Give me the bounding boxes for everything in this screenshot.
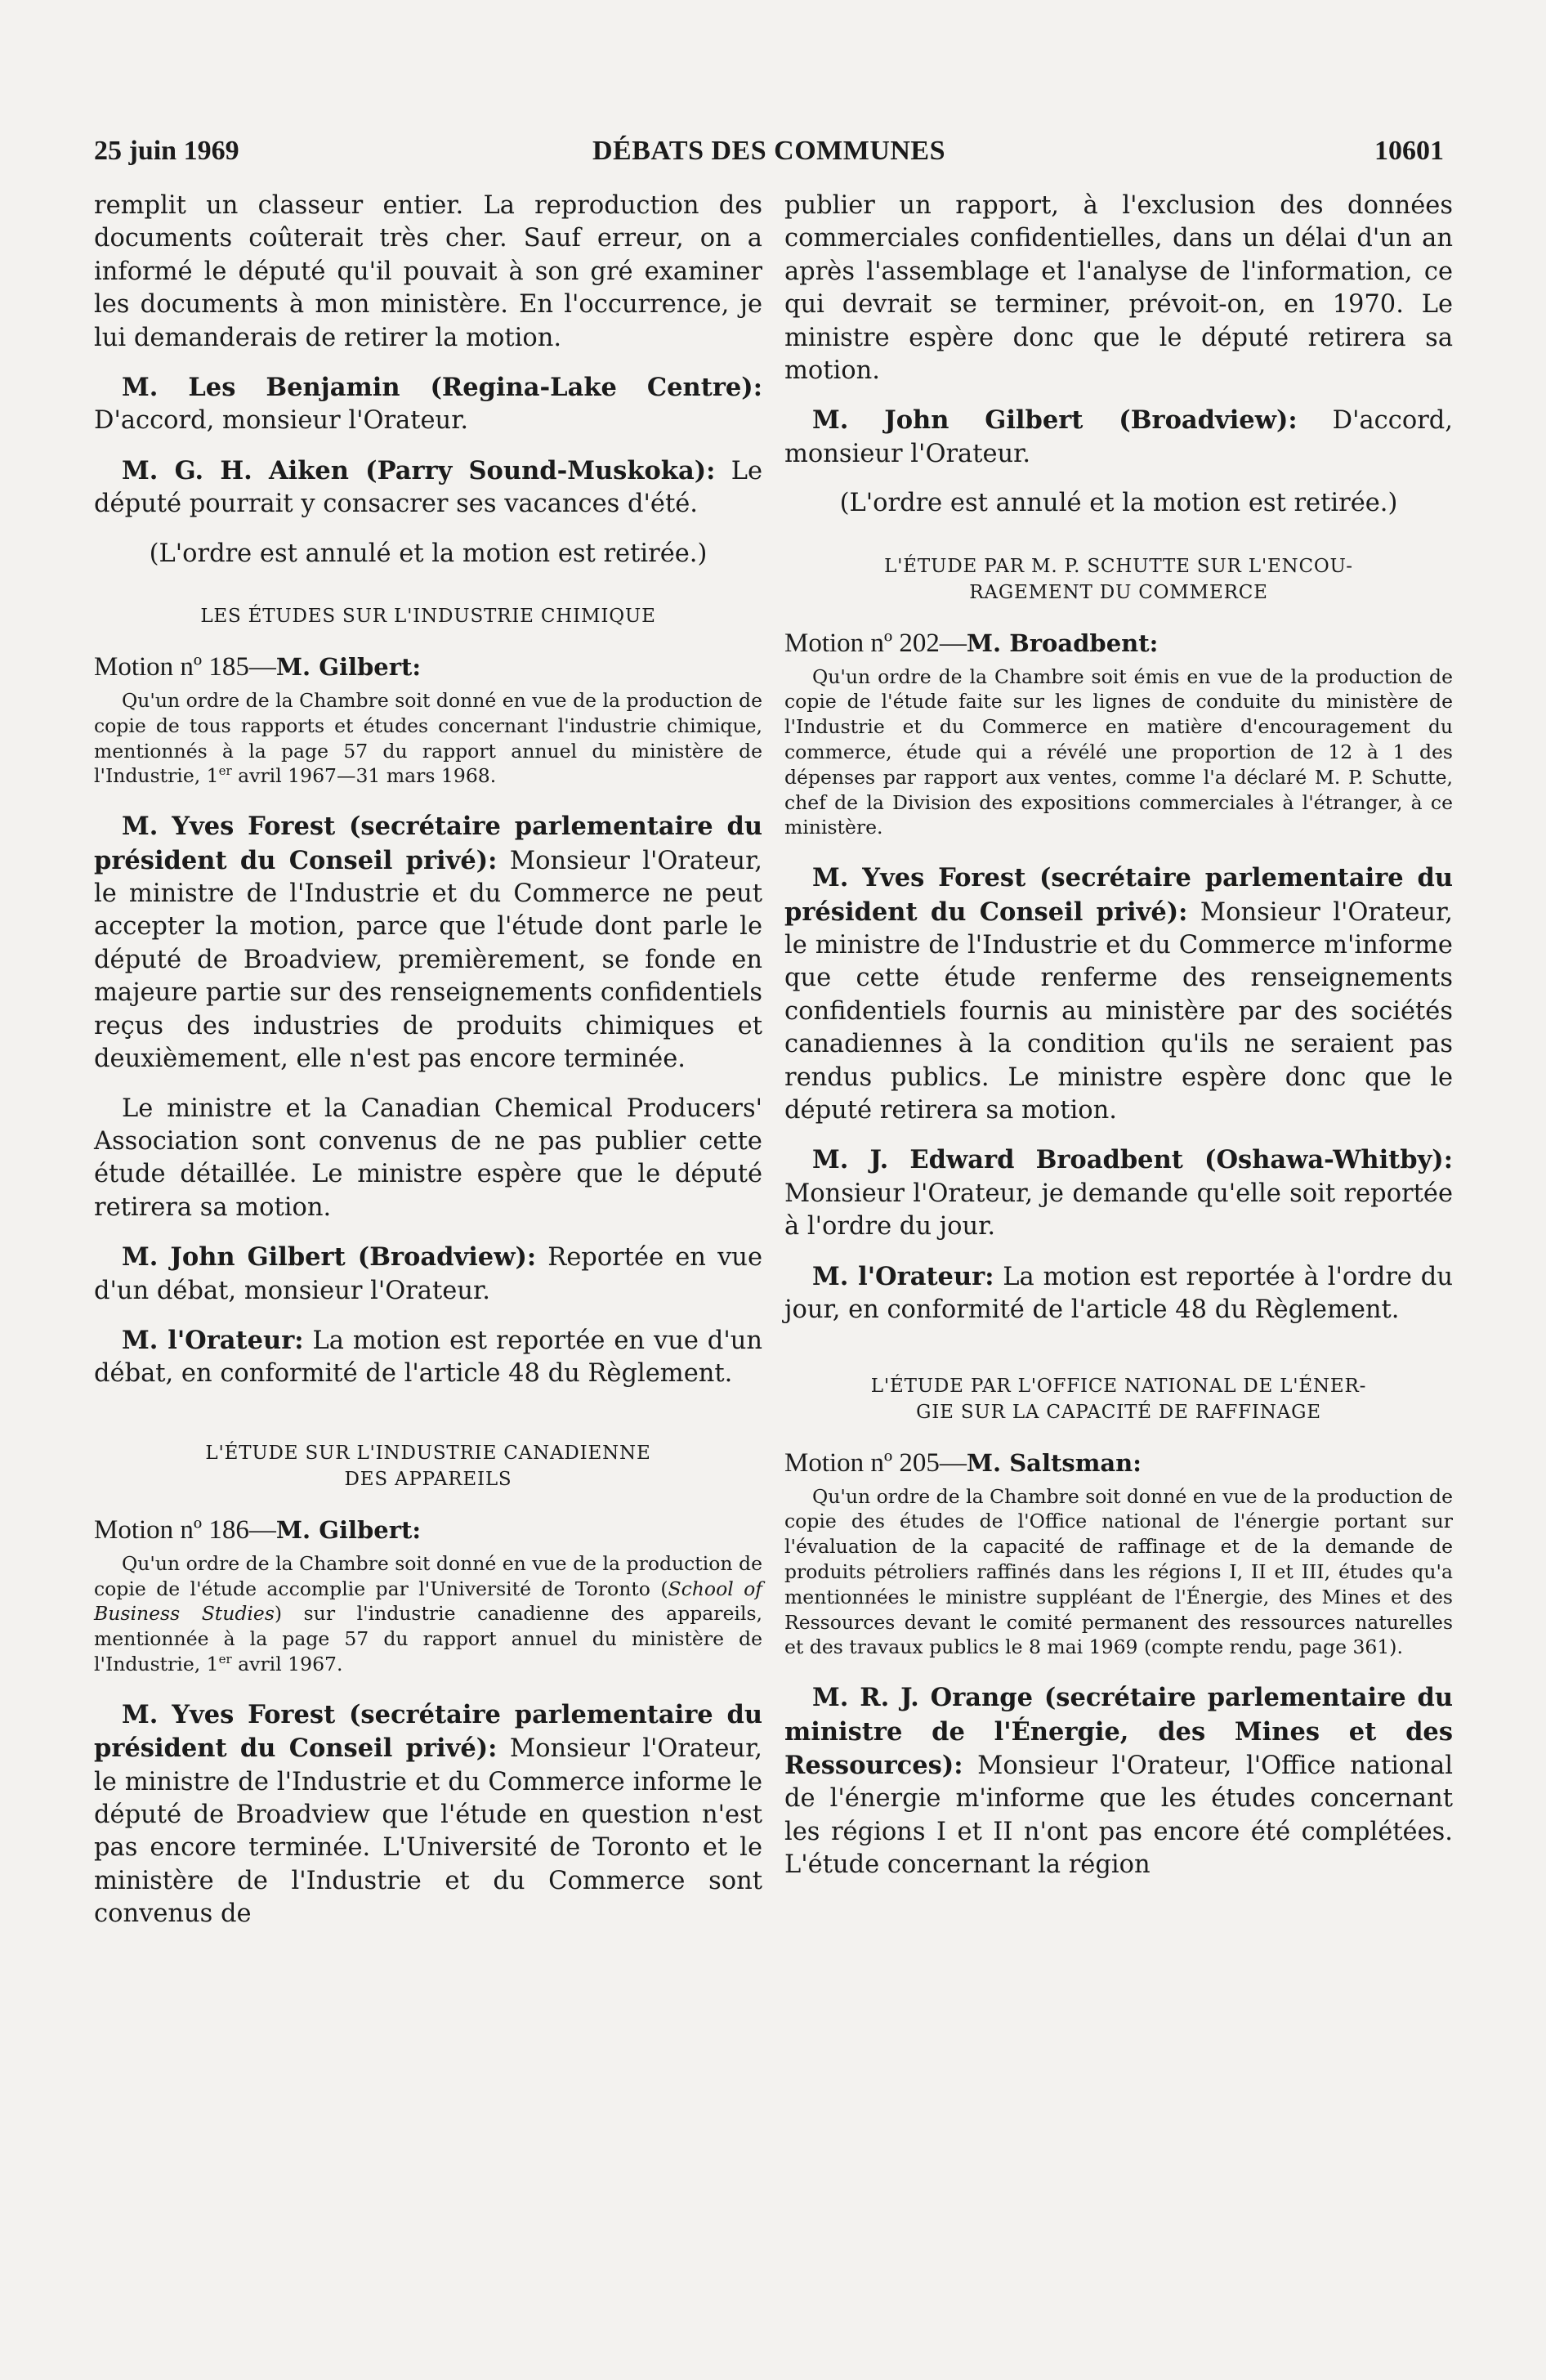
section-heading-text: L'ÉTUDE SUR L'INDUSTRIE CANADIENNE xyxy=(205,1442,651,1464)
motion-label: Motion nº 205— xyxy=(784,1447,967,1478)
speech xyxy=(94,454,762,521)
motion-mover: M. Saltsman: xyxy=(966,1448,1142,1477)
superscript: er xyxy=(218,1652,232,1667)
speaker-name: M. Yves Forest (secrétaire parlementaire du président du Conseil privé): xyxy=(784,863,1453,927)
section-heading xyxy=(784,553,1453,606)
speech xyxy=(94,1241,762,1308)
speech-text: La motion est reportée en vue d'un débat, en conformité de l'article 48 du Règlement. xyxy=(94,1326,763,1389)
speech xyxy=(784,861,1453,1127)
header-date: 25 juin 1969 xyxy=(94,136,239,166)
motion-mover: M. Gilbert: xyxy=(275,653,422,682)
motion-label: Motion nº 186— xyxy=(94,1514,276,1545)
section-heading-text: L'ÉTUDE PAR M. P. SCHUTTE SUR L'ENCOU- xyxy=(884,555,1353,577)
motion-text-part: avril 1967—31 mars 1968. xyxy=(231,764,497,788)
page-number: 10601 xyxy=(1374,136,1444,166)
speech xyxy=(94,1698,762,1931)
motion-mover: M. Broadbent: xyxy=(966,629,1159,657)
speaker-name: M. John Gilbert (Broadview): xyxy=(122,1242,537,1273)
page-header xyxy=(94,127,1444,176)
motion-text-part: avril 1967. xyxy=(231,1652,343,1675)
motion-mover: M. Gilbert: xyxy=(275,1515,422,1544)
speaker-name: M. J. Edward Broadbent (Oshawa-Whitby): xyxy=(812,1145,1453,1175)
speech xyxy=(94,1324,762,1391)
section-heading-text: LES ÉTUDES SUR L'INDUSTRIE CHIMIQUE xyxy=(200,606,656,628)
procedural-note: (L'ordre est annulé et la motion est retirée.) xyxy=(149,539,708,568)
speaker-name: M. l'Orateur: xyxy=(122,1325,304,1355)
paragraph: Le ministre et la Canadian Chemical Producers' Association sont convenus de ne pas publier cette étude détaillée. Le ministre espère que le député retirera sa motion. xyxy=(94,1094,762,1222)
motion-title xyxy=(784,625,1453,661)
right-column xyxy=(784,190,1453,1899)
speech-text: Monsieur l'Orateur, le ministre de l'Industrie et du Commerce ne peut accepter la motion, parce que l'étude dont parle le député de Broadview, premièrement, se fonde en majeure partie sur des renseignements confidentiels reçus des industries de produits chimiques et deuxièmement, elle n'est pas encore terminée. xyxy=(94,846,762,1074)
speaker-name: M. Les Benjamin (Regina-Lake Centre): xyxy=(122,373,762,403)
speech xyxy=(784,1143,1453,1243)
section-heading xyxy=(784,1373,1453,1425)
motion-label: Motion nº 185— xyxy=(94,652,276,682)
superscript: er xyxy=(218,763,232,779)
header-title: DÉBATS DES COMMUNES xyxy=(592,136,946,166)
motion-text: Qu'un ordre de la Chambre soit émis en vue de la production de copie de l'étude faite sur les lignes de conduite du ministère de l'Industrie et du Commerce en matière d'encouragement du commerce, étude qui a révélé une proportion de 12 à 1 des dépenses par rapport aux ventes, comme l'a déclaré M. P. Schutte, chef de la Division des expositions commerciales à l'étranger, à ce ministère. xyxy=(784,664,1453,839)
speaker-name: M. John Gilbert (Broadview): xyxy=(812,405,1298,436)
section-heading xyxy=(94,603,762,629)
speaker-name: M. l'Orateur: xyxy=(812,1261,994,1291)
motion-text-part: ) sur l'industrie canadienne des appareils, mentionnée à la page 57 du rapport annuel du ministère de l'Industrie, 1 xyxy=(94,1602,762,1675)
motion-text-part: Qu'un ordre de la Chambre soit donné en vue de la production de copie de tous rapports et études concernant l'industrie chimique, mentionnés à la page 57 du rapport annuel du ministère de l'Industrie, 1 xyxy=(94,689,762,788)
speaker-name: M. G. H. Aiken (Parry Sound-Muskoka): xyxy=(122,455,716,485)
speech-text: Le député pourrait y consacrer ses vacances d'été. xyxy=(94,456,762,519)
motion-text: Qu'un ordre de la Chambre soit donné en vue de la production de copie des études de l'Office national de l'énergie portant sur l'évaluation de la capacité de raffinage et de la demande de produits pétroliers raffinés dans les régions I, II et III, études qu'a mentionnées le ministre suppléant de l'Énergie, des Mines et des Ressources devant le comité permanent des ressources naturelles et des travaux publics le 8 mai 1969 (compte rendu, page 361). xyxy=(784,1484,1453,1659)
speech xyxy=(784,1681,1453,1881)
speech xyxy=(94,810,762,1076)
motion-title xyxy=(94,1512,762,1548)
motion-text xyxy=(94,1551,762,1677)
speech-text: Monsieur l'Orateur, l'Office national de l'énergie m'informe que les études concernant les régions I et II n'ont pas encore été complétées. L'étude concernant la région xyxy=(784,1751,1453,1880)
motion-label: Motion nº 202— xyxy=(784,628,967,658)
speaker-name: M. R. J. Orange (secrétaire parlementaire du ministre de l'Énergie, des Mines et des Ressources): xyxy=(784,1683,1453,1780)
section-heading-text: DES APPAREILS xyxy=(344,1468,512,1490)
speaker-name: M. Yves Forest (secrétaire parlementaire du président du Conseil privé): xyxy=(94,1699,762,1764)
section-heading-text: GIE SUR LA CAPACITÉ DE RAFFINAGE xyxy=(916,1401,1321,1423)
speech-text: Monsieur l'Orateur, le ministre de l'Industrie et du Commerce m'informe que cette étude renferme des renseignements confidentiels fournis au ministère par des sociétés canadiennes à la condition qu'ils ne seraient pas rendus publics. Le ministre espère donc que le député retirera sa motion. xyxy=(784,897,1453,1125)
speech xyxy=(784,1260,1453,1327)
paragraph: remplit un classeur entier. La reproduction des documents coûterait très cher. Sauf erreur, on a informé le député qu'il pouvait à son gré examiner les documents à mon ministère. En l'occurrence, je lui demanderais de retirer la motion. xyxy=(94,191,762,352)
motion-title xyxy=(94,649,762,685)
speech-text: D'accord, monsieur l'Orateur. xyxy=(94,406,469,436)
speech-text: Monsieur l'Orateur, je demande qu'elle soit reportée à l'ordre du jour. xyxy=(784,1179,1453,1241)
left-column xyxy=(94,190,762,1948)
speech-text: Monsieur l'Orateur, le ministre de l'Industrie et du Commerce informe le député de Broadview que l'étude en question n'est pas encore terminée. L'Université de Toronto et le ministère de l'Industrie et du Commerce sont convenus de xyxy=(94,1734,762,1929)
paragraph: publier un rapport, à l'exclusion des données commerciales confidentielles, dans un délai d'un an après l'assemblage et l'analyse de l'information, ce qui devrait se terminer, prévoit-on, en 1970. Le ministre espère donc que le député retirera sa motion. xyxy=(784,191,1453,386)
section-heading-text: L'ÉTUDE PAR L'OFFICE NATIONAL DE L'ÉNER- xyxy=(870,1375,1367,1397)
section-heading-text: RAGEMENT DU COMMERCE xyxy=(969,581,1268,603)
motion-title xyxy=(784,1445,1453,1481)
speech-text: Reportée en vue d'un débat, monsieur l'Orateur. xyxy=(94,1243,762,1305)
motion-text-part: Qu'un ordre de la Chambre soit donné en vue de la production de copie de l'étude accomplie par l'Université de Toronto ( xyxy=(94,1551,762,1600)
speech xyxy=(784,404,1453,471)
procedural-note: (L'ordre est annulé et la motion est retirée.) xyxy=(839,489,1398,518)
italic-title: School of Business Studies xyxy=(94,1577,763,1626)
speech xyxy=(94,371,762,438)
section-heading xyxy=(94,1440,762,1492)
speech-text: D'accord, monsieur l'Orateur. xyxy=(784,406,1453,468)
speaker-name: M. Yves Forest (secrétaire parlementaire du président du Conseil privé): xyxy=(94,812,762,875)
motion-text xyxy=(94,688,762,789)
speech-text: La motion est reportée à l'ordre du jour, en conformité de l'article 48 du Règlement. xyxy=(784,1262,1453,1325)
